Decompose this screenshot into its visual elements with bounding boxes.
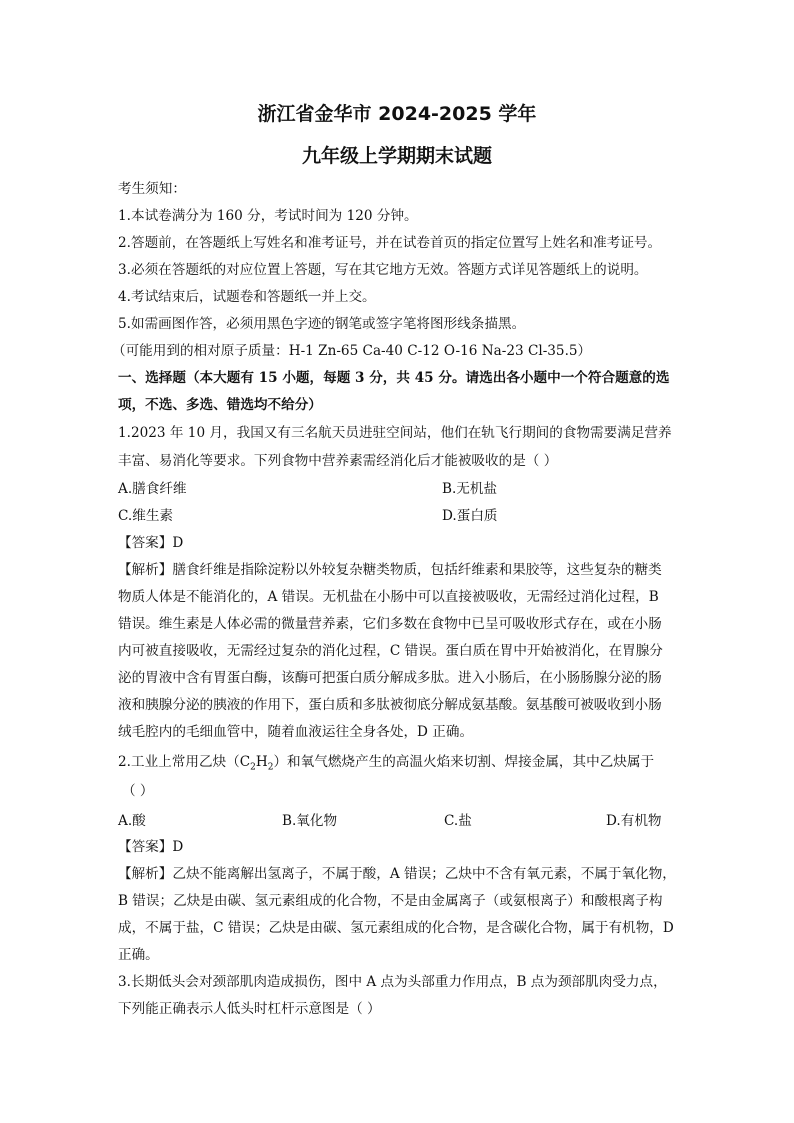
q1-analysis-line: 泌的胃液中含有胃蛋白酶，该酶可把蛋白质分解成多肽。进入小肠后，在小肠肠腺分泌的肠 [118,670,662,686]
q2-analysis-line: B 错误；乙炔是由碳、氢元素组成的化合物，不是由金属离子（或氨根离子）和酸根离子构 [118,893,663,909]
q2-formula-sub1: 2 [250,762,256,773]
q1-option-c: C.维生素 [118,508,174,524]
q1-option-a: A.膳食纤维 [118,481,187,497]
q2-option-c: C.盐 [444,813,472,829]
question-1-stem: 1.2023 年 10 月，我国又有三名航天员进驻空间站，他们在轨飞行期间的食物需要满足营养 [118,425,672,441]
q2-option-a: A.酸 [118,813,146,829]
notice-item: 4.考试结束后，试题卷和答题纸一并上交。 [118,289,376,305]
q1-analysis-line: 绒毛腔内的毛细血管中，随着血液运往全身各处，D 正确。 [118,724,474,740]
exam-subtitle: 九年级上学期期末试题 [301,145,492,167]
q2-formula [239,754,274,773]
notice-heading: 考生须知： [118,181,186,197]
q1-option-d: D.蛋白质 [442,508,498,524]
q2-stem-post: ）和氧气燃烧产生的高温火焰来切割、焊接金属，其中乙炔属于 [273,754,655,770]
question-1-stem-cont: 丰富、易消化等要求。下列食物中营养素需经消化后才能被吸收的是（ ） [118,453,558,469]
question-3-stem: 3.长期低头会对颈部肌肉造成损伤，图中 A 点为头部重力作用点，B 点为颈部肌肉受力点， [118,974,667,990]
q2-option-d: D.有机物 [606,813,662,829]
notice-item: 3.必须在答题纸的对应位置上答题，写在其它地方无效。答题方式详见答题纸上的说明。 [118,262,648,278]
q2-formula-c: C [239,754,251,770]
q1-analysis-line: 液和胰腺分泌的胰液的作用下，蛋白质和多肽被彻底分解成氨基酸。氨基酸可被吸收到小肠 [118,697,662,713]
q1-analysis-line: 【解析】膳食纤维是指除淀粉以外较复杂糖类物质，包括纤维素和果胶等，这些复杂的糖类 [118,562,662,578]
q2-stem-pre: 2.工业上常用乙炔（ [118,754,240,770]
q2-analysis-line: 成，不属于盐，C 错误；乙炔是由碳、氢元素组成的化合物，是含碳化合物，属于有机物，D [118,920,674,936]
q1-analysis-line: 内可被直接吸收，无需经过复杂的消化过程，C 错误。蛋白质在胃中开始被消化，在胃腺分 [118,643,663,659]
q1-analysis-line: 物质人体是不能消化的，A 错误。无机盐在小肠中可以直接被吸收，无需经过消化过程，B [118,589,659,605]
exam-title: 浙江省金华市 2024-2025 学年 [257,103,537,125]
question-2-stem-cont: （ ） [122,783,154,799]
q1-analysis-line: 错误。维生素是人体必需的微量营养素，它们多数在食物中已呈可吸收形式存在，或在小肠 [118,616,662,632]
q2-option-b: B.氧化物 [282,813,338,829]
q2-formula-sub2: 2 [267,762,274,773]
notice-item: 1.本试卷满分为 160 分，考试时间为 120 分钟。 [118,208,418,224]
q2-formula-h: H [255,754,268,770]
notice-item: 2.答题前，在答题纸上写姓名和准考证号，并在试卷首页的指定位置写上姓名和准考证号。 [118,235,662,251]
notice-item: 5.如需画图作答，必须用黑色字迹的钢笔或签字笔将图形线条描黑。 [118,316,526,332]
question-3-stem-cont: 下列能正确表示人低头时杠杆示意图是（ ） [118,1001,381,1017]
q2-answer: 【答案】D [118,839,184,855]
section-heading-cont: 项，不选、多选、错选均不给分） [118,397,322,413]
q1-answer: 【答案】D [118,535,184,551]
q2-analysis-line: 【解析】乙炔不能离解出氢离子，不属于酸，A 错误；乙炔中不含有氧元素，不属于氧化物， [118,866,676,882]
q2-analysis-line: 正确。 [118,947,159,963]
atomic-mass-note: （可能用到的相对原子质量：H-1 Zn-65 Ca-40 C-12 O-16 Na-23 Cl-35.5） [112,343,592,359]
question-2-stem [118,753,654,777]
section-heading: 一、选择题（本大题有 15 小题，每题 3 分，共 45 分。请选出各小题中一个符合题意的选 [118,370,670,386]
q1-option-b: B.无机盐 [442,481,498,497]
